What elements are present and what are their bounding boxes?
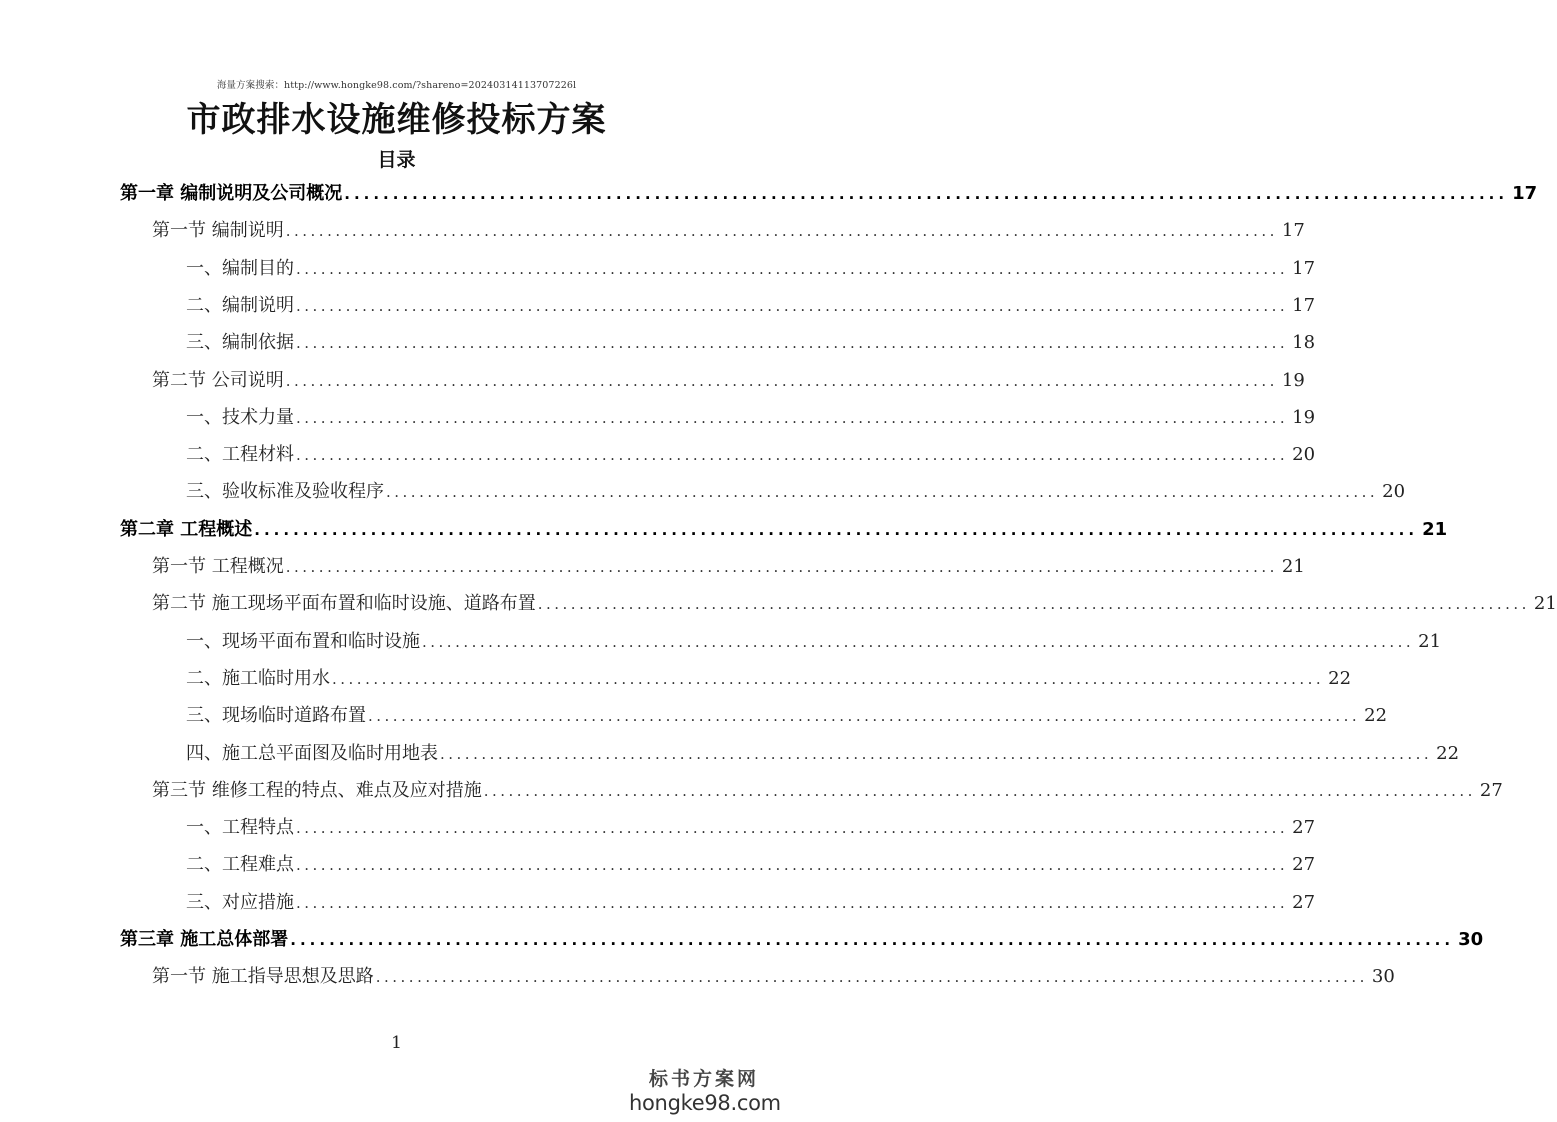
- toc-entry-page: 17: [1292, 294, 1316, 316]
- toc-entry-page: 17: [1512, 183, 1538, 204]
- toc-dot-leader: ........................................................................................................................: [375, 968, 1368, 987]
- toc-dot-leader: ........................................................................................................................: [296, 446, 1289, 465]
- toc-entry-label: 第三章 施工总体部署: [120, 929, 289, 950]
- toc-entry-page: 17: [1281, 220, 1305, 242]
- toc-entry-label: 第一章 编制说明及公司概况: [120, 183, 343, 204]
- toc-heading: 目录: [377, 149, 416, 171]
- toc-entry-page: 30: [1371, 966, 1395, 988]
- toc-entry[interactable]: [152, 212, 1305, 249]
- toc-entry-page: 17: [1292, 257, 1316, 279]
- toc-dot-leader: ........................................................................................................................: [296, 893, 1289, 912]
- toc-entry-page: 20: [1292, 444, 1316, 466]
- toc-entry[interactable]: [186, 809, 1316, 846]
- toc-entry[interactable]: [186, 660, 1352, 697]
- toc-dot-leader: ........................................................................................................................: [285, 558, 1278, 576]
- toc-dot-leader: ........................................................................................................................: [440, 744, 1433, 763]
- toc-entry-label: 一、工程特点: [186, 817, 294, 839]
- toc-entry[interactable]: [186, 884, 1316, 921]
- watermark-domain: hongke98.com: [629, 1091, 781, 1115]
- toc-entry-page: 22: [1328, 667, 1352, 689]
- watermark-chinese: 标书方案网: [648, 1068, 759, 1090]
- toc-entry[interactable]: [186, 250, 1316, 287]
- toc-dot-leader: ........................................................................................................................: [386, 483, 1379, 502]
- toc-entry-label: 第二节 公司说明: [152, 369, 284, 391]
- document-title: 市政排水设施维修投标方案: [186, 100, 607, 140]
- toc-entry[interactable]: [186, 697, 1388, 734]
- toc-entry-label: 二、施工临时用水: [186, 667, 330, 689]
- toc-entry-label: 四、施工总平面图及临时用地表: [186, 742, 438, 764]
- toc-entry-label: 第一节 编制说明: [152, 220, 284, 242]
- toc-entry[interactable]: [120, 175, 1538, 212]
- toc-entry-page: 27: [1479, 779, 1503, 801]
- toc-entry[interactable]: [186, 324, 1316, 361]
- toc-entry-label: 第三节 维修工程的特点、难点及应对措施: [152, 779, 482, 801]
- toc-dot-leader: ........................................................................................................................: [254, 520, 1419, 539]
- toc-entry[interactable]: [186, 473, 1406, 510]
- toc-entry[interactable]: [152, 585, 1557, 622]
- toc-dot-leader: ........................................................................................................................: [332, 669, 1325, 688]
- toc-entry[interactable]: [186, 846, 1316, 883]
- toc-entry-label: 一、编制目的: [186, 257, 294, 279]
- toc-entry-label: 三、现场临时道路布置: [186, 705, 366, 727]
- toc-dot-leader: ........................................................................................................................: [344, 185, 1509, 203]
- toc-entry-page: 27: [1292, 891, 1316, 913]
- toc-dot-leader: ........................................................................................................................: [285, 371, 1278, 390]
- toc-entry-page: 19: [1292, 406, 1316, 428]
- toc-entry[interactable]: [120, 511, 1448, 548]
- toc-entry-label: 三、验收标准及验收程序: [186, 481, 384, 503]
- toc-dot-leader: ........................................................................................................................: [285, 222, 1278, 241]
- toc-entry-label: 第一节 工程概况: [152, 556, 284, 577]
- toc-entry-page: 30: [1458, 929, 1484, 950]
- toc-entry-page: 27: [1292, 817, 1316, 839]
- toc-entry-page: 21: [1422, 518, 1448, 540]
- toc-dot-leader: ........................................................................................................................: [296, 296, 1289, 315]
- toc-entry-page: 21: [1418, 630, 1442, 652]
- site-watermark: [629, 1068, 779, 1116]
- toc-entry-label: 三、对应措施: [186, 891, 294, 913]
- toc-entry-page: 27: [1292, 854, 1316, 876]
- toc-entry[interactable]: [186, 623, 1442, 660]
- toc-entry[interactable]: [120, 921, 1484, 958]
- toc-entry[interactable]: [152, 362, 1305, 399]
- toc-dot-leader: ........................................................................................................................: [368, 707, 1361, 726]
- toc-entry[interactable]: [152, 772, 1503, 809]
- toc-entry[interactable]: [152, 958, 1395, 995]
- toc-entry-label: 二、工程难点: [186, 854, 294, 876]
- toc-entry-page: 21: [1533, 593, 1557, 615]
- toc-dot-leader: ........................................................................................................................: [422, 632, 1415, 651]
- toc-entry-label: 第二章 工程概述: [120, 518, 253, 540]
- toc-dot-leader: ........................................................................................................................: [296, 408, 1289, 427]
- toc-dot-leader: ........................................................................................................................: [296, 259, 1289, 278]
- toc-entry-page: 21: [1281, 556, 1305, 577]
- page-number: 1: [391, 1033, 402, 1053]
- toc-entry-label: 三、编制依据: [186, 332, 294, 354]
- toc-entry-page: 19: [1281, 369, 1305, 391]
- toc-dot-leader: ........................................................................................................................: [290, 931, 1455, 949]
- toc-dot-leader: ........................................................................................................................: [483, 781, 1476, 800]
- toc-dot-leader: ........................................................................................................................: [296, 856, 1289, 875]
- toc-entry-label: 二、编制说明: [186, 294, 294, 316]
- toc-entry[interactable]: [186, 436, 1316, 473]
- toc-entry[interactable]: [186, 399, 1316, 436]
- toc-entry[interactable]: [152, 548, 1305, 585]
- toc-dot-leader: ........................................................................................................................: [296, 334, 1289, 353]
- toc-entry-page: 20: [1382, 481, 1406, 503]
- toc-dot-leader: ........................................................................................................................: [537, 595, 1530, 614]
- toc-entry[interactable]: [186, 287, 1316, 324]
- toc-entry-label: 一、技术力量: [186, 406, 294, 428]
- toc-entry-label: 第二节 施工现场平面布置和临时设施、道路布置: [152, 593, 536, 615]
- toc-entry-page: 22: [1364, 705, 1388, 727]
- toc-entry-page: 22: [1436, 742, 1460, 764]
- toc-entry-label: 第一节 施工指导思想及思路: [152, 966, 374, 988]
- toc-entry-page: 18: [1292, 332, 1316, 354]
- toc-entry-label: 一、现场平面布置和临时设施: [186, 630, 420, 652]
- toc-entry[interactable]: [186, 735, 1460, 772]
- source-url-line: 海量方案搜索：http://www.hongke98.com/?shareno=20240314113707226l: [216, 80, 577, 91]
- toc-entry-label: 二、工程材料: [186, 444, 294, 466]
- toc-dot-leader: ........................................................................................................................: [296, 819, 1289, 838]
